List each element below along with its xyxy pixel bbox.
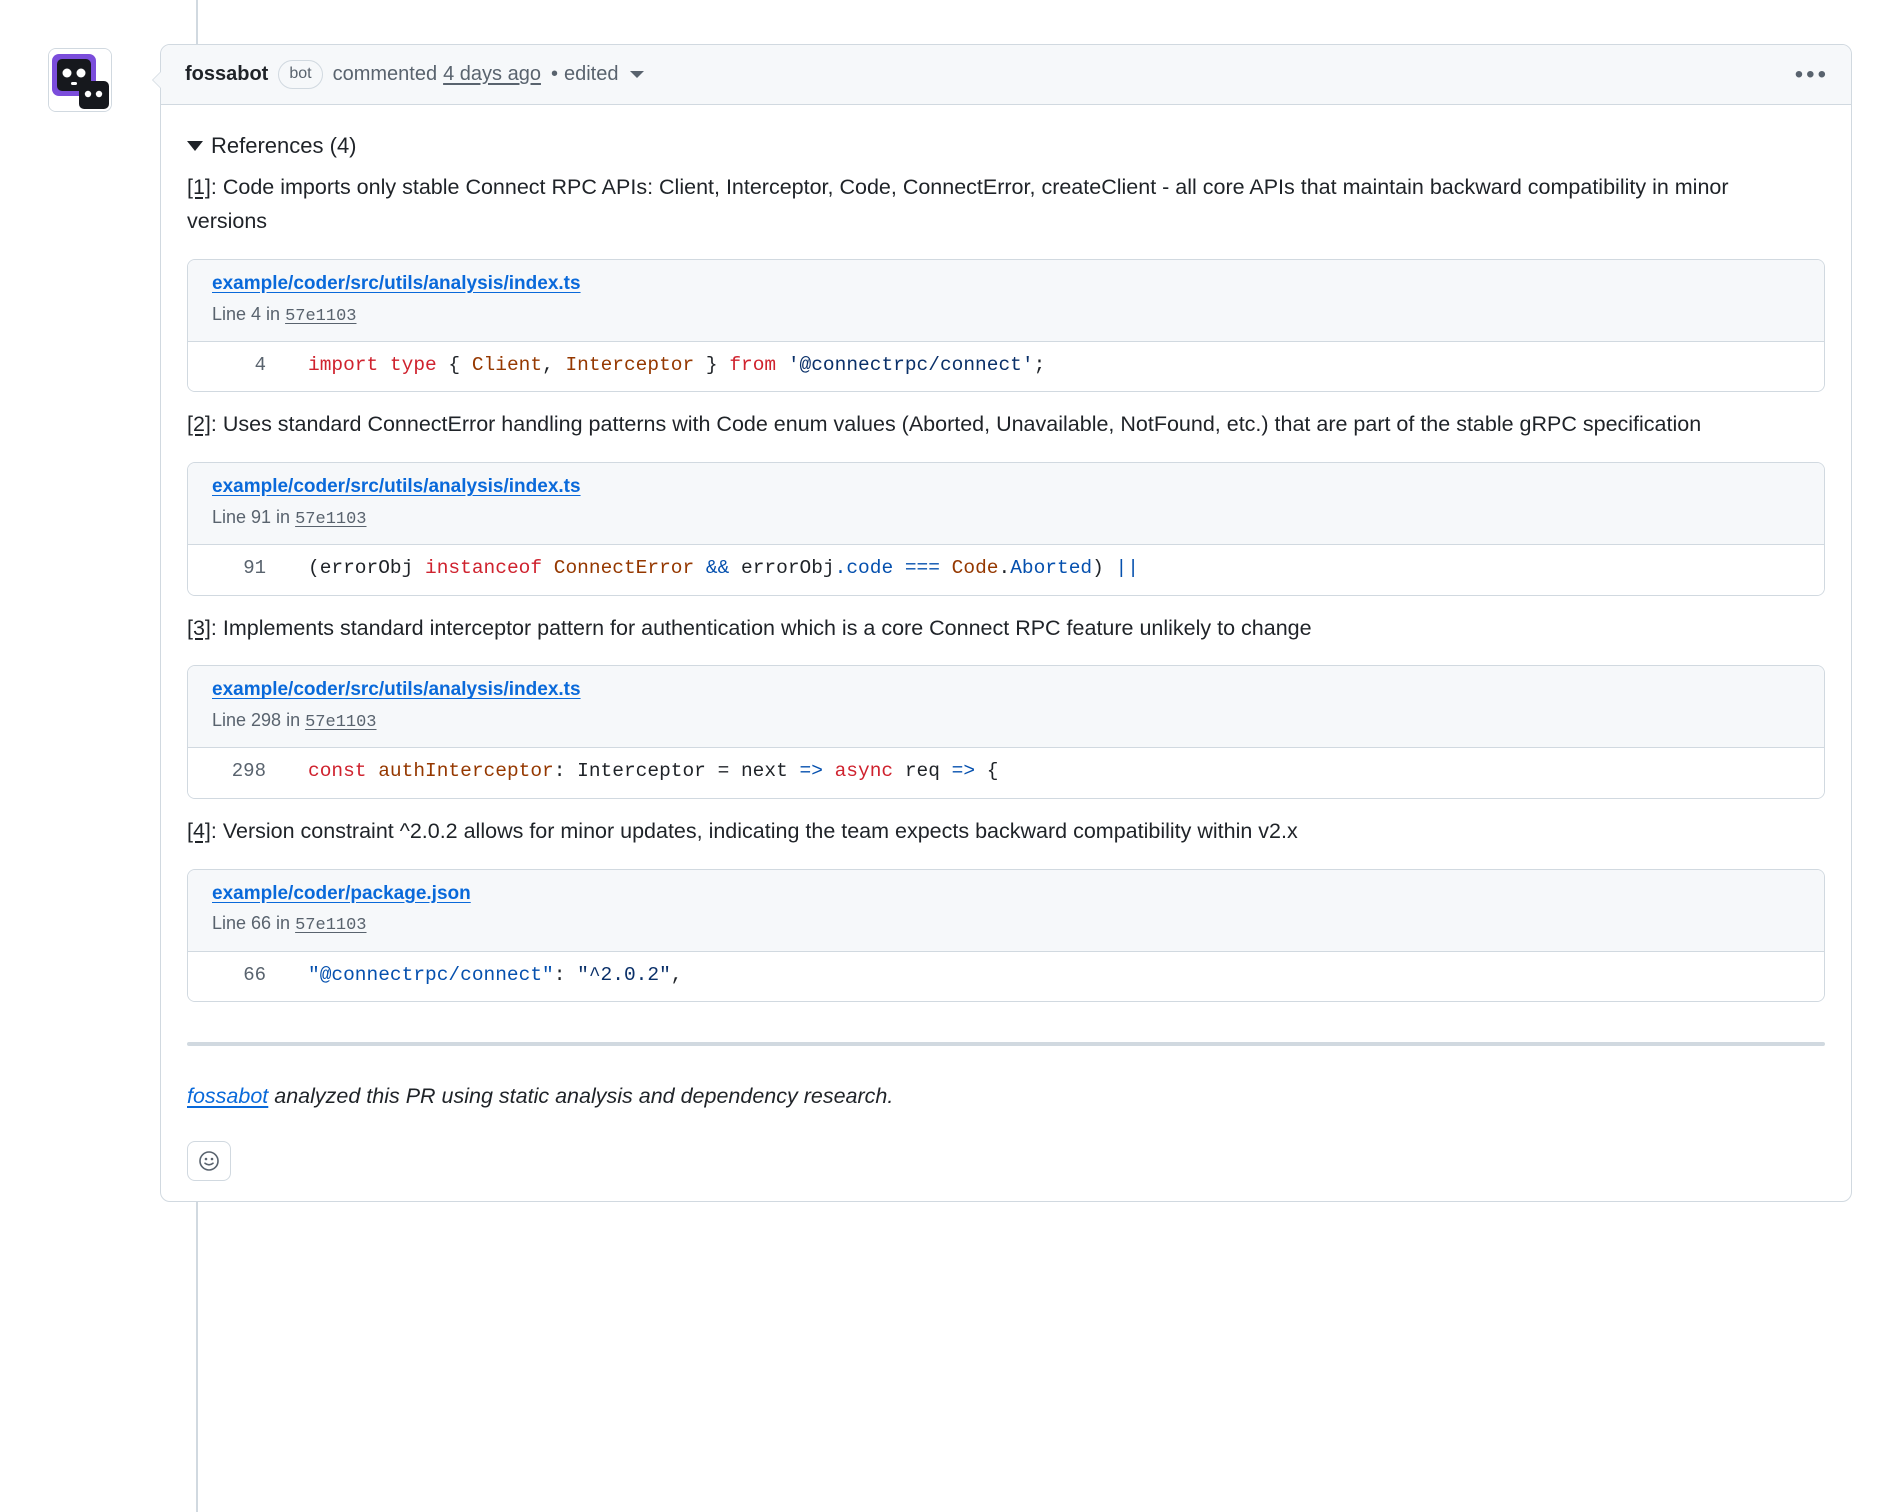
- snippet-header: [188, 870, 1824, 952]
- snippet-header: [188, 666, 1824, 748]
- code-snippet: [187, 665, 1825, 798]
- snippet-commit-sha[interactable]: 57e1103: [285, 306, 357, 326]
- comment-card: [160, 44, 1852, 1202]
- snippet-file-path-link[interactable]: example/coder/src/utils/analysis/index.ts: [212, 679, 581, 701]
- snippet-file-path-link[interactable]: example/coder/src/utils/analysis/index.ts: [212, 273, 581, 295]
- commented-label: commented: [332, 63, 438, 85]
- comment-author[interactable]: fossabot: [185, 63, 269, 85]
- comment-timestamp[interactable]: 4 days ago: [443, 63, 541, 85]
- reference-text: : Uses standard ConnectError handling patterns with Code enum values (Aborted, Unavailable, NotFound, etc.) that are part of the stable gRPC specification: [210, 412, 1702, 437]
- edited-label[interactable]: edited: [563, 63, 619, 85]
- snippet-file-path-link[interactable]: example/coder/src/utils/analysis/index.ts: [212, 476, 581, 498]
- footnote-text: analyzed this PR using static analysis and dependency research.: [268, 1083, 894, 1108]
- avatar[interactable]: [48, 48, 112, 112]
- code-line-number: 66: [243, 963, 266, 986]
- reference-marker: [1]: [187, 175, 211, 200]
- reference-paragraph: [187, 408, 1807, 442]
- snippet-line-meta: [212, 504, 1800, 533]
- reference-text: : Version constraint ^2.0.2 allows for minor updates, indicating the team expects backward compatibility within v2.x: [210, 818, 1298, 843]
- triangle-down-icon[interactable]: [187, 141, 203, 151]
- divider: [187, 1042, 1825, 1046]
- snippet-line-meta: [212, 301, 1800, 330]
- references-heading-label: References (4): [211, 133, 357, 158]
- references-heading[interactable]: [187, 129, 1825, 163]
- snippet-line-label: Line 66 in: [212, 913, 291, 934]
- code-row: [188, 545, 1824, 594]
- snippet-commit-sha[interactable]: 57e1103: [295, 916, 367, 936]
- snippet-file-path-link[interactable]: example/coder/package.json: [212, 882, 471, 904]
- footnote-author-link[interactable]: fossabot: [187, 1083, 269, 1108]
- reference-marker: [2]: [187, 412, 211, 437]
- code-row: [188, 748, 1824, 797]
- snippet-line-label: Line 4 in: [212, 303, 281, 324]
- comment-header: [161, 45, 1851, 105]
- code-line-content: import type { Client, Interceptor } from '@connectrpc/connect';: [308, 354, 1046, 377]
- header-separator: •: [550, 63, 558, 85]
- snippet-line-label: Line 298 in: [212, 709, 301, 730]
- footnote: [187, 1080, 1825, 1113]
- add-reaction-button[interactable]: [187, 1141, 231, 1181]
- code-snippet: [187, 462, 1825, 595]
- reference-text: : Implements standard interceptor pattern for authentication which is a core Connect RPC feature unlikely to change: [210, 615, 1312, 640]
- reference-paragraph: [187, 612, 1807, 646]
- code-line-number: 91: [243, 557, 266, 580]
- snippet-commit-sha[interactable]: 57e1103: [295, 509, 367, 529]
- snippet-header: [188, 260, 1824, 342]
- snippet-line-label: Line 91 in: [212, 506, 291, 527]
- snippet-commit-sha[interactable]: 57e1103: [305, 712, 377, 732]
- code-line-content: "@connectrpc/connect": "^2.0.2",: [308, 963, 683, 986]
- fossabot-avatar-icon: [49, 49, 111, 111]
- reference-paragraph: [187, 815, 1807, 849]
- reference-marker: [3]: [187, 615, 211, 640]
- reference-marker: [4]: [187, 818, 211, 843]
- snippet-line-meta: [212, 910, 1800, 939]
- code-row: [188, 952, 1824, 1001]
- comment-body: [161, 105, 1851, 1201]
- code-row: [188, 342, 1824, 391]
- snippet-header: [188, 463, 1824, 545]
- bot-badge: bot: [278, 60, 322, 88]
- snippet-line-meta: [212, 707, 1800, 736]
- reference-paragraph: [187, 171, 1807, 239]
- code-line-content: const authInterceptor: Interceptor = next => async req => {: [308, 760, 999, 783]
- chevron-down-icon[interactable]: [630, 71, 644, 78]
- code-line-number: 4: [254, 354, 266, 377]
- emoji-smiley-icon: [198, 1150, 220, 1172]
- code-line-number: 298: [231, 760, 266, 783]
- code-line-content: (errorObj instanceof ConnectError && errorObj.code === Code.Aborted) ||: [308, 557, 1139, 580]
- reference-text: : Code imports only stable Connect RPC APIs: Client, Interceptor, Code, ConnectError, createClient - all core APIs that maintain backward compatibility in minor versions: [187, 175, 1729, 234]
- code-snippet: [187, 869, 1825, 1002]
- comment-menu-button[interactable]: •••: [1794, 60, 1829, 88]
- code-snippet: [187, 259, 1825, 392]
